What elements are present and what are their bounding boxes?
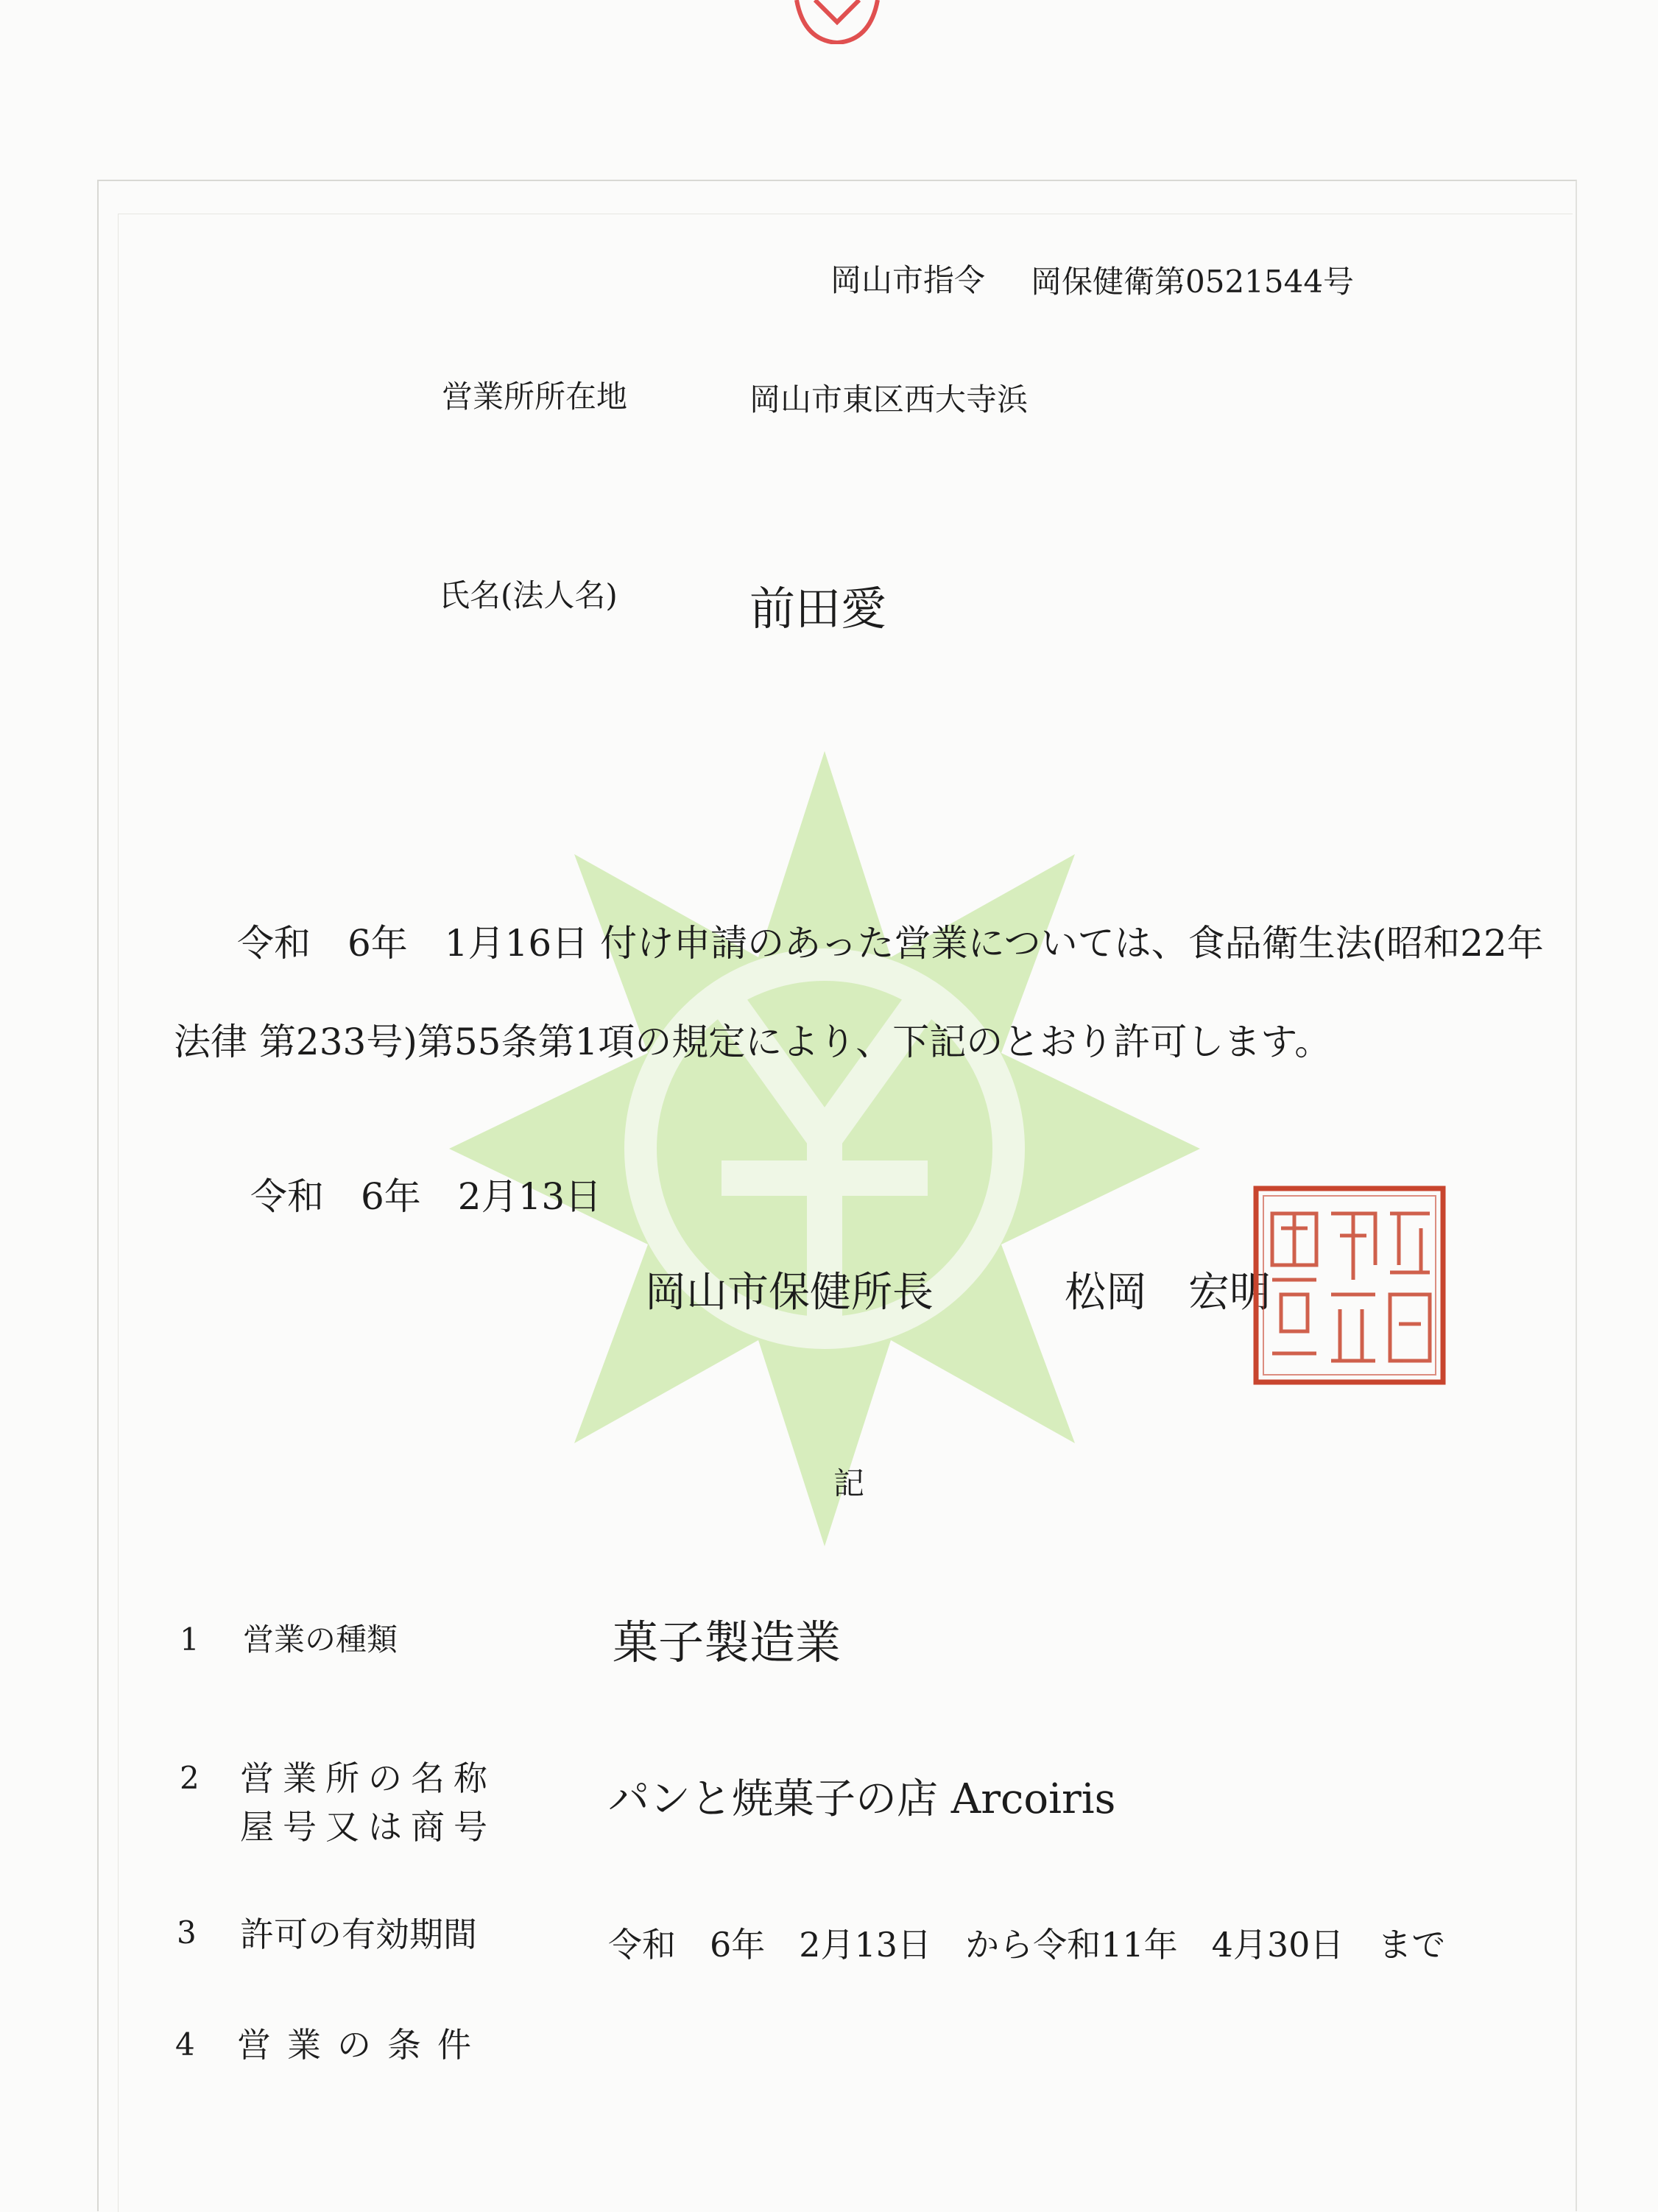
- official-seal-icon: [1252, 1184, 1447, 1387]
- issue-date: 令和 6年 2月13日: [250, 1175, 602, 1218]
- city-emblem-watermark-icon: [442, 736, 1207, 1561]
- item-3-label: 許可の有効期間: [240, 1915, 477, 1954]
- item-2-number: 2: [180, 1760, 200, 1796]
- item-2-label-line-1: 営業所の名称: [240, 1758, 496, 1798]
- item-3-number: 3: [177, 1915, 197, 1951]
- item-3-value: 令和 6年 2月13日 から令和11年 4月30日 まで: [608, 1925, 1446, 1965]
- directive-label: 岡山市指令: [830, 262, 986, 298]
- location-label: 営業所所在地: [442, 378, 628, 415]
- item-2-label-line-2: 屋号又は商号: [240, 1807, 496, 1847]
- body-line-1: 令和 6年 1月16日 付け申請のあった営業については、食品衛生法(昭和22年: [237, 922, 1544, 965]
- location-value: 岡山市東区西大寺浜: [749, 381, 1029, 418]
- item-4-number: 4: [175, 2026, 195, 2063]
- official-title: 岡山市保健所長: [645, 1269, 934, 1317]
- item-1-value: 菓子製造業: [613, 1616, 842, 1669]
- item-1-number: 1: [180, 1621, 200, 1658]
- item-4-label: 営業の条件: [237, 2025, 487, 2065]
- directive-number: 岡保健衛第0521544号: [1031, 264, 1355, 300]
- name-label: 氏名(法人名): [439, 577, 618, 613]
- item-1-label: 営業の種類: [243, 1621, 398, 1658]
- item-2-value: パンと焼菓子の店 Arcoiris: [608, 1775, 1116, 1823]
- ki-mark: 記: [833, 1465, 865, 1501]
- name-value: 前田愛: [749, 582, 887, 635]
- official-name: 松岡 宏明: [1065, 1269, 1271, 1317]
- top-stamp-icon: [782, 0, 892, 44]
- body-line-2: 法律 第233号)第55条第1項の規定により、下記のとおり許可します。: [174, 1021, 1332, 1063]
